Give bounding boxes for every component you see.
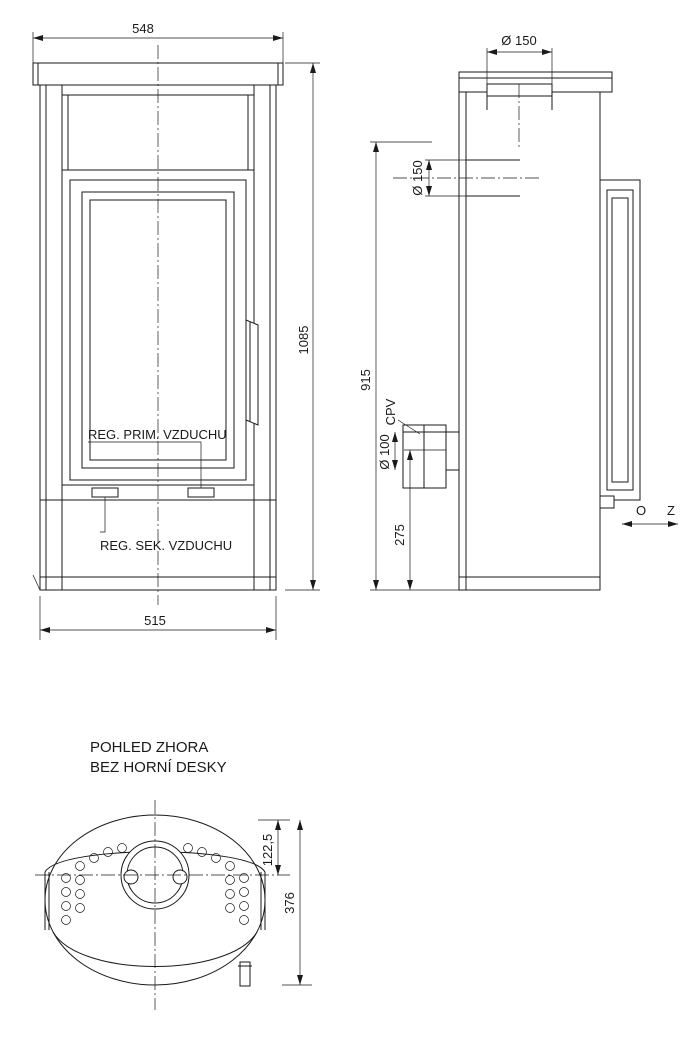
dim-front-height: 1085 (296, 325, 311, 355)
top-view-title-line-2: BEZ HORNÍ DESKY (90, 759, 227, 776)
top-view (35, 739, 312, 1010)
side-view (358, 33, 678, 590)
dim-side-total-height: 915 (358, 369, 373, 391)
label-cpv: CPV (383, 398, 398, 426)
label-direction-z: Z (667, 503, 675, 518)
dim-flue-diameter-rear: Ø 150 (410, 160, 425, 196)
dim-front-width-bottom: 515 (144, 613, 166, 628)
dim-flue-diameter-top: Ø 150 (501, 33, 537, 48)
label-secondary-air: REG. SEK. VZDUCHU (100, 538, 233, 553)
label-primary-air: REG. PRIM. VZDUCHU (88, 427, 227, 442)
front-view (33, 21, 320, 640)
top-view-title-line-1: POHLED ZHORA (90, 739, 209, 756)
label-direction-o: O (636, 503, 647, 518)
dim-cpv-height: 275 (392, 524, 407, 546)
dim-top-depth: 376 (282, 892, 297, 914)
dim-cpv-diameter: Ø 100 (377, 434, 392, 470)
dim-top-offset: 122,5 (260, 833, 275, 867)
dim-front-width-top: 548 (132, 21, 154, 36)
